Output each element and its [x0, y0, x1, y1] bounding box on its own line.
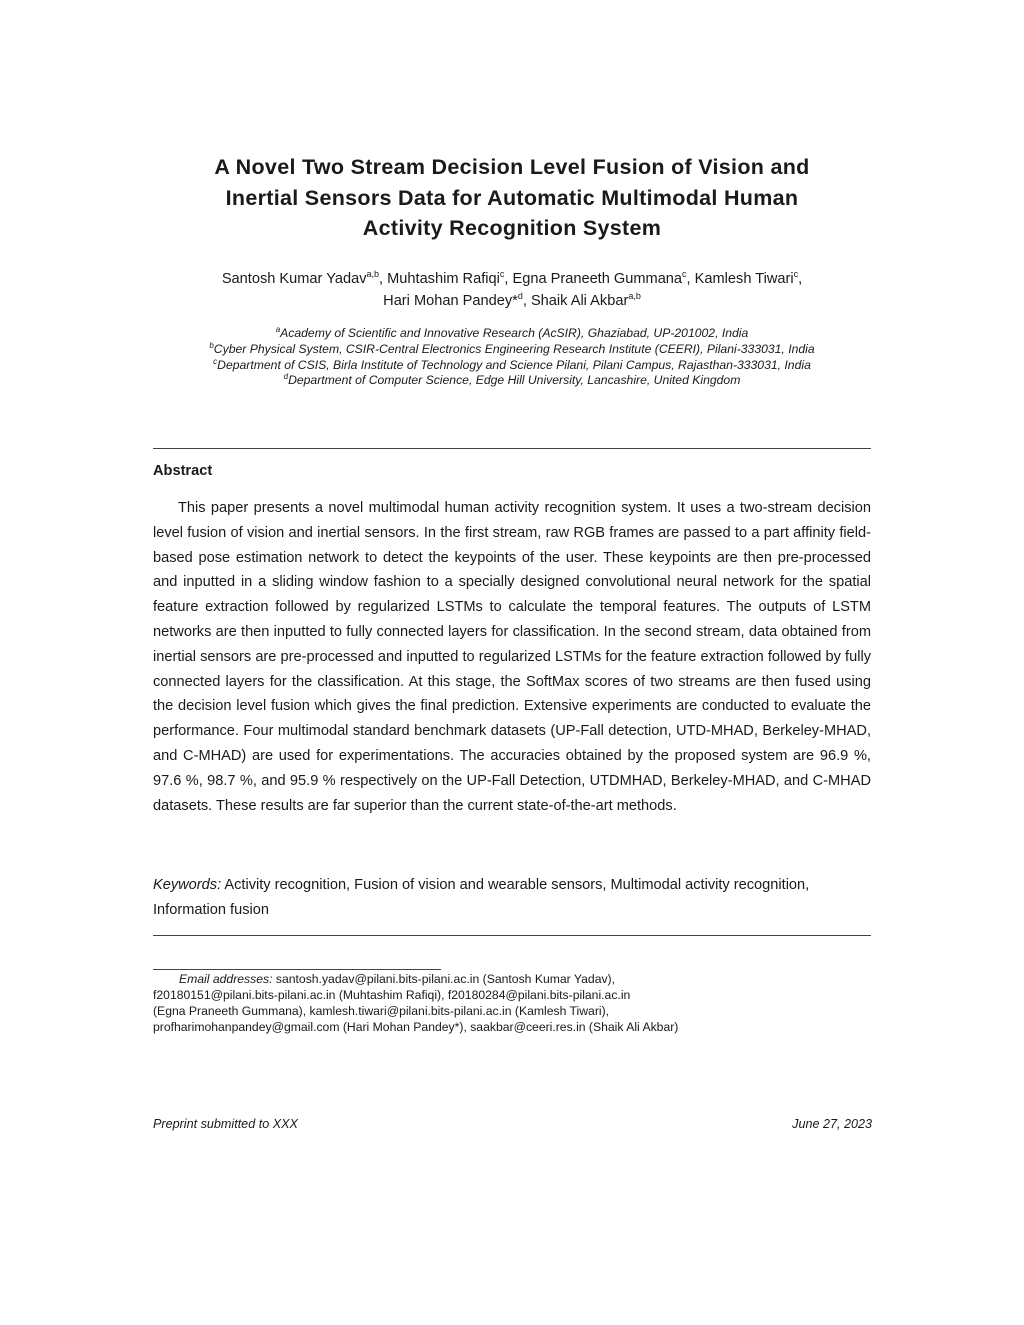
author-name: Hari Mohan Pandey*: [383, 292, 518, 309]
preprint-date: June 27, 2023: [792, 1117, 872, 1131]
author-line: Santosh Kumar Yadav$^{a,b}$, Muhtashim Rafiqi$^c$, Egna Praneeth Gummana$^c$, Kamlesh Tiwari$^c$,: [221, 269, 803, 287]
author-line: Hari Mohan Pandey*$^d$, Shaik Ali Akbar$^{a,b}$: [383, 290, 641, 309]
author-affil-mark: a,b: [366, 269, 380, 279]
author-affil-mark: c: [499, 269, 505, 279]
email-label: Email addresses:: [179, 972, 273, 986]
keywords-label: Keywords:: [153, 877, 222, 893]
author-name: Egna Praneeth Gummana: [512, 271, 683, 287]
footnote-rule: [153, 969, 441, 970]
affiliation: $^b$Cyber Physical System, CSIR-Central Electronics Engineering Research Institute (CEERI), Pilani-333031, India: [209, 340, 815, 356]
title-line: Inertial Sensors Data for Automatic Multimodal Human: [225, 185, 799, 210]
affiliation: $^d$Department of Computer Science, Edge Hill University, Lancashire, United Kingdom: [283, 372, 741, 388]
abstract-heading: Abstract: [153, 463, 213, 479]
author-name: Santosh Kumar Yadav: [221, 271, 367, 287]
preprint-note: Preprint submitted to XXX: [153, 1117, 298, 1131]
title-line: A Novel Two Stream Decision Level Fusion of Vision and: [214, 155, 810, 179]
keywords: [153, 873, 843, 923]
author-name: Muhtashim Rafiqi: [387, 271, 500, 287]
abstract-text: This paper presents a novel multimodal human activity recognition system. It uses a two-stream decision level fusion of vision and inertial sensors. In the first stream, raw RGB frames are passed to a part affinity field-based pose estimation network to detect the keypoints of the user. These keypoints are then pre-processed and inputted in a sliding window fashion to a specially designed convolutional neural network for the spatial feature extraction followed by regularized LSTMs to calculate the temporal features. The outputs of LSTM networks are then inputted to fully connected layers for classification. In the second stream, data obtained from inertial sensors are pre-processed and inputted to regularized LSTMs for the feature extraction followed by fully connected layers for the classification. At this stage, the SoftMax scores of two streams are then fused using the decision level fusion which gives the final prediction. Extensive experiments are conducted to evaluate the performance. Four multimodal standard benchmark datasets (UP-Fall detection, UTD-MHAD, Berkeley-MHAD, and C-MHAD) are used for experimentations. The accuracies obtained by the proposed system are 96.9 %, 97.6 %, 98.7 %, and 95.9 % respectively on the UP-Fall Detection, UTDMHAD, Berkeley-MHAD, and C-MHAD datasets. These results are far superior than the current state-of-the-art methods.: [153, 500, 871, 814]
keywords-text: Activity recognition, Fusion of vision and wearable sensors, Multimodal activity recognition, Information fusion: [153, 877, 810, 918]
affiliation: $^a$Academy of Scientific and Innovative Research (AcSIR), Ghaziabad, UP-201002, India: [275, 325, 749, 340]
author-list: [140, 269, 884, 312]
paper-title: [150, 152, 874, 244]
abstract-bottom-rule: [153, 935, 871, 936]
email-footnote: Email addresses: santosh.yadav@pilani.bits-pilani.ac.in (Santosh Kumar Yadav), f20180151@pilani.bits-pilani.ac.in (Muhtashim Rafiqi), f20180284@pilani.bits-pilani.ac.in (Egna Praneeth Gummana), kamlesh.tiwari@pilani.bits-pilani.ac.in (Kamlesh Tiwari), profharimohanpandey@gmail.com (Hari Mohan Pandey*), saakbar@ceeri.res.in (Shaik Ali Akbar): [153, 972, 679, 1035]
author-affil-mark: a,b: [628, 290, 641, 301]
author-affil-mark: d: [517, 290, 523, 301]
author-name: Kamlesh Tiwari: [694, 271, 794, 287]
abstract-top-rule: [153, 448, 871, 449]
author-name: Shaik Ali Akbar: [530, 292, 629, 309]
author-affil-mark: c: [793, 269, 799, 279]
affiliation: $^c$Department of CSIS, Birla Institute of Technology and Science Pilani, Pilani Campus, Rajasthan-333031, India: [213, 356, 811, 372]
affiliation-list: [130, 326, 894, 389]
author-affil-mark: c: [682, 269, 687, 279]
title-line: Activity Recognition System: [362, 216, 662, 240]
